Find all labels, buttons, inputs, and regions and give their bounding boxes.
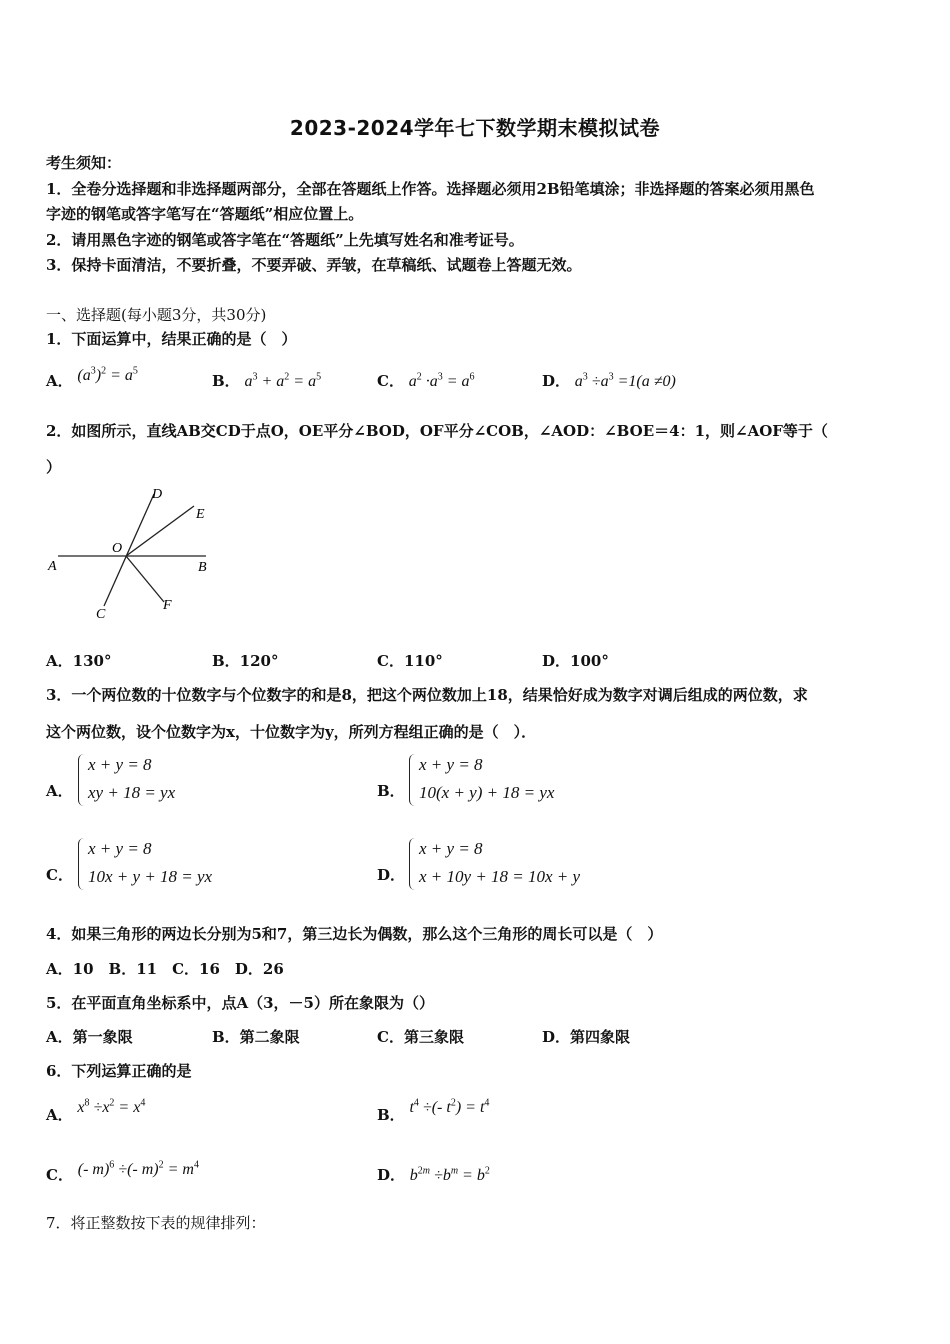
label-c: C [96,607,106,622]
question-3-stem-1: 3．一个两位数的十位数字与个位数字的和是8，把这个两位数加上18，结果恰好成为数字对调后组成的两位数，求 [46,686,808,704]
q2-option-d: D．100° [542,652,609,670]
q6-option-b: B． $t^4$ ÷(- $t^2) = t^4$ [377,1097,490,1124]
notice-line-1a: 1．全卷分选择题和非选择题两部分，全部在答题纸上作答。选择题必须用2B铅笔填涂；非选择题的答案必须用黑色 [46,180,815,198]
q3-system-c: x + y = 8 10x + y + 18 = yx [78,838,298,894]
q1-option-c: C． $a^2 \cdot a^3 = a^6$ [377,371,475,390]
q1-option-b: B． $a^3 + a^2 = a^5$ [212,371,322,390]
q3-system-b: x + y = 8 10(x + y) + 18 = yx [409,754,629,810]
question-2-stem-1: 2．如图所示，直线AB交CD于点O，OE平分∠BOD，OF平分∠COB，∠AOD：∠BOE＝4：1，则∠AOF等于（ [46,422,828,440]
q5-option-a: A．第一象限 [46,1028,133,1046]
notice-heading: 考生须知： [46,154,122,172]
q1-option-d: D． $a^3 \div a^3 =1(a \ne 0)$ [542,371,676,390]
label-d: D [152,487,163,502]
q5-option-b: B．第二象限 [212,1028,300,1046]
section-heading: 一、选择题(每小题3分，共30分) [46,306,267,324]
q3-system-a: x + y = 8 xy + 18 = yx [78,754,298,810]
q2-option-c: C．110° [377,652,443,670]
label-o: O [112,541,123,556]
q6-option-a: A． $x^8 \div x^2 = x^4$ [46,1097,146,1124]
q3-system-d: x + y = 8 x + 10y + 18 = 10x + y [409,838,629,894]
question-5-stem: 5．在平面直角坐标系中，点A（3，－5）所在象限为（） [46,994,434,1012]
notice-line-2: 2．请用黑色字迹的钢笔或答字笔在“答题纸”上先填写姓名和准考证号。 [46,231,524,249]
label-f: F [163,598,172,613]
notice-line-1b: 字迹的钢笔或答字笔写在“答题纸”相应位置上。 [46,205,364,223]
q6-option-c: C． (- m)$^6$ ÷(- $m)^2 = m^4$ [46,1159,199,1184]
q3-label-d: D． [377,866,406,884]
question-7-stem: 7．将正整数按下表的规律排列： [46,1214,266,1232]
q6-option-d: D． $b^{2m} \div b^m = b^2$ [377,1165,490,1184]
q2-option-a: A．130° [46,652,112,670]
question-6-stem: 6．下列运算正确的是 [46,1062,192,1080]
q5-option-c: C．第三象限 [377,1028,464,1046]
ray-oe [126,506,194,556]
q3-label-a: A． [46,782,73,800]
question-2-stem-2: ） [46,458,62,476]
label-e: E [196,507,205,522]
q3-label-b: B． [377,782,405,800]
q1-option-a: A． $(a^3)^2 = a^5$ [46,365,138,390]
label-a: A [48,559,57,574]
page-title: 2023-2024学年七下数学期末模拟试卷 [289,116,661,140]
label-b: B [198,560,207,575]
question-3-stem-2: 这个两位数，设个位数字为x，十位数字为y，所列方程组正确的是（ ）． [46,723,537,741]
q4-options: A．10 B．11 C．16 D．26 [46,960,284,978]
notice-line-3: 3．保持卡面清洁，不要折叠，不要弄破、弄皱，在草稿纸、试题卷上答题无效。 [46,256,582,274]
question-1-stem: 1．下面运算中，结果正确的是（ ） [46,330,297,348]
q5-option-d: D．第四象限 [542,1028,631,1046]
angle-figure [46,486,221,626]
q3-label-c: C． [46,866,73,884]
q2-option-b: B．120° [212,652,279,670]
question-4-stem: 4．如果三角形的两边长分别为5和7，第三边长为偶数，那么这个三角形的周长可以是（ ） [46,925,663,943]
ray-of [126,556,164,602]
